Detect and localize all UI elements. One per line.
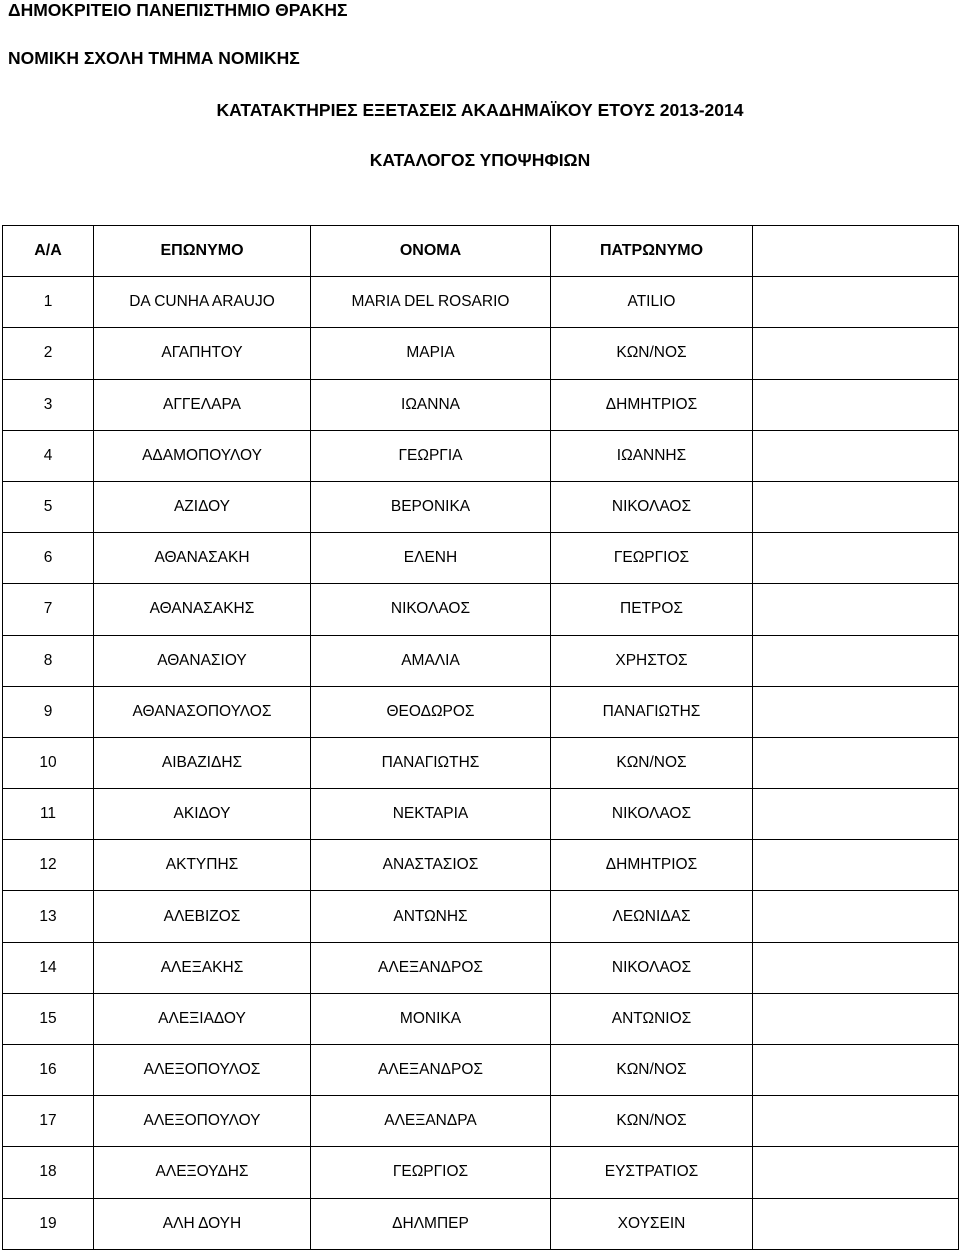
cell-empty	[753, 533, 959, 584]
cell-father-name: ΚΩΝ/ΝΟΣ	[551, 1045, 753, 1096]
table-row	[3, 328, 959, 379]
cell-first-name: ΑΝΑΣΤΑΣΙΟΣ	[311, 840, 551, 891]
cell-empty	[753, 431, 959, 482]
table-row	[3, 431, 959, 482]
cell-surname: ΑΓΓΕΛΑΡΑ	[94, 380, 311, 431]
cell-aa: 4	[3, 431, 94, 482]
table-row	[3, 738, 959, 789]
cell-aa: 11	[3, 789, 94, 840]
cell-surname: ΑΛΕΒΙΖΟΣ	[94, 891, 311, 942]
cell-surname: ΑΛΗ ΔΟΥΗ	[94, 1199, 311, 1250]
cell-father-name: ΠΑΝΑΓΙΩΤΗΣ	[551, 687, 753, 738]
cell-empty	[753, 943, 959, 994]
cell-first-name: ΘΕΟΔΩΡΟΣ	[311, 687, 551, 738]
table-row	[3, 994, 959, 1045]
cell-surname: ΑΛΕΞΙΑΔΟΥ	[94, 994, 311, 1045]
cell-empty	[753, 687, 959, 738]
table-row	[3, 636, 959, 687]
cell-father-name: ΧΟΥΣΕΙΝ	[551, 1199, 753, 1250]
cell-empty	[753, 1147, 959, 1198]
table-row	[3, 277, 959, 328]
table-row	[3, 687, 959, 738]
cell-surname: ΑΘΑΝΑΣΑΚΗΣ	[94, 584, 311, 635]
school-department: ΝΟΜΙΚΗ ΣΧΟΛΗ ΤΜΗΜΑ ΝΟΜΙΚΗΣ	[8, 48, 300, 68]
table-row	[3, 943, 959, 994]
cell-first-name: MARIA DEL ROSARIO	[311, 277, 551, 328]
table-row	[3, 1096, 959, 1147]
cell-father-name: ΔΗΜΗΤΡΙΟΣ	[551, 380, 753, 431]
cell-first-name: ΙΩΑΝΝΑ	[311, 380, 551, 431]
cell-aa: 19	[3, 1199, 94, 1250]
cell-first-name: ΓΕΩΡΓΙΑ	[311, 431, 551, 482]
cell-first-name: ΜΑΡΙΑ	[311, 328, 551, 379]
cell-aa: 3	[3, 380, 94, 431]
header-first-name: ΟΝΟΜΑ	[311, 226, 551, 277]
cell-empty	[753, 1096, 959, 1147]
cell-father-name: ΙΩΑΝΝΗΣ	[551, 431, 753, 482]
header-aa: Α/Α	[3, 226, 94, 277]
header-empty	[753, 226, 959, 277]
cell-empty	[753, 636, 959, 687]
cell-first-name: ΝΕΚΤΑΡΙΑ	[311, 789, 551, 840]
table-row	[3, 1199, 959, 1250]
table-row	[3, 533, 959, 584]
table-row	[3, 840, 959, 891]
cell-father-name: ΛΕΩΝΙΔΑΣ	[551, 891, 753, 942]
cell-aa: 15	[3, 994, 94, 1045]
cell-father-name: ΧΡΗΣΤΟΣ	[551, 636, 753, 687]
cell-empty	[753, 1045, 959, 1096]
cell-empty	[753, 840, 959, 891]
cell-first-name: ΑΛΕΞΑΝΔΡΑ	[311, 1096, 551, 1147]
cell-aa: 16	[3, 1045, 94, 1096]
table-row	[3, 891, 959, 942]
cell-father-name: ATILIO	[551, 277, 753, 328]
candidate-list-title: ΚΑΤΑΛΟΓΟΣ ΥΠΟΨΗΦΙΩΝ	[369, 150, 591, 170]
cell-first-name: ΜΟΝΙΚΑ	[311, 994, 551, 1045]
cell-surname: ΑΛΕΞΑΚΗΣ	[94, 943, 311, 994]
cell-aa: 8	[3, 636, 94, 687]
cell-surname: ΑΚΙΔΟΥ	[94, 789, 311, 840]
table-row	[3, 380, 959, 431]
cell-first-name: ΕΛΕΝΗ	[311, 533, 551, 584]
cell-surname: ΑΚΤΥΠΗΣ	[94, 840, 311, 891]
cell-surname: ΑΖΙΔΟΥ	[94, 482, 311, 533]
cell-empty	[753, 1199, 959, 1250]
cell-empty	[753, 994, 959, 1045]
cell-father-name: ΑΝΤΩΝΙΟΣ	[551, 994, 753, 1045]
cell-surname: ΑΓΑΠΗΤΟΥ	[94, 328, 311, 379]
cell-father-name: ΝΙΚΟΛΑΟΣ	[551, 482, 753, 533]
cell-father-name: ΚΩΝ/ΝΟΣ	[551, 1096, 753, 1147]
cell-aa: 6	[3, 533, 94, 584]
cell-surname: ΑΘΑΝΑΣΙΟΥ	[94, 636, 311, 687]
cell-first-name: ΠΑΝΑΓΙΩΤΗΣ	[311, 738, 551, 789]
cell-surname: ΑΔΑΜΟΠΟΥΛΟΥ	[94, 431, 311, 482]
cell-father-name: ΕΥΣΤΡΑΤΙΟΣ	[551, 1147, 753, 1198]
cell-aa: 1	[3, 277, 94, 328]
header-surname: ΕΠΩΝΥΜΟ	[94, 226, 311, 277]
cell-aa: 14	[3, 943, 94, 994]
cell-empty	[753, 891, 959, 942]
cell-surname: ΑΙΒΑΖΙΔΗΣ	[94, 738, 311, 789]
cell-aa: 18	[3, 1147, 94, 1198]
institution-name: ΔΗΜΟΚΡΙΤΕΙΟ ΠΑΝΕΠΙΣΤΗΜΙΟ ΘΡΑΚΗΣ	[8, 0, 348, 20]
cell-aa: 17	[3, 1096, 94, 1147]
cell-surname: ΑΛΕΞΟΥΔΗΣ	[94, 1147, 311, 1198]
cell-first-name: ΑΛΕΞΑΝΔΡΟΣ	[311, 1045, 551, 1096]
table-row	[3, 482, 959, 533]
cell-first-name: ΑΝΤΩΝΗΣ	[311, 891, 551, 942]
candidates-table	[2, 225, 959, 1250]
table-header-row	[3, 226, 959, 277]
cell-aa: 9	[3, 687, 94, 738]
cell-father-name: ΝΙΚΟΛΑΟΣ	[551, 789, 753, 840]
cell-empty	[753, 584, 959, 635]
cell-aa: 7	[3, 584, 94, 635]
cell-first-name: ΒΕΡΟΝΙΚΑ	[311, 482, 551, 533]
cell-father-name: ΓΕΩΡΓΙΟΣ	[551, 533, 753, 584]
cell-surname: ΑΘΑΝΑΣΑΚΗ	[94, 533, 311, 584]
table-row	[3, 1147, 959, 1198]
table-row	[3, 1045, 959, 1096]
cell-surname: ΑΘΑΝΑΣΟΠΟΥΛΟΣ	[94, 687, 311, 738]
cell-first-name: ΔΗΛΜΠΕΡ	[311, 1199, 551, 1250]
cell-first-name: ΓΕΩΡΓΙΟΣ	[311, 1147, 551, 1198]
cell-empty	[753, 277, 959, 328]
table-row	[3, 584, 959, 635]
cell-empty	[753, 789, 959, 840]
cell-empty	[753, 738, 959, 789]
cell-father-name: ΚΩΝ/ΝΟΣ	[551, 328, 753, 379]
cell-aa: 5	[3, 482, 94, 533]
cell-surname: ΑΛΕΞΟΠΟΥΛΟΣ	[94, 1045, 311, 1096]
cell-aa: 10	[3, 738, 94, 789]
header-father-name: ΠΑΤΡΩΝΥΜΟ	[551, 226, 753, 277]
cell-empty	[753, 328, 959, 379]
cell-father-name: ΔΗΜΗΤΡΙΟΣ	[551, 840, 753, 891]
cell-empty	[753, 482, 959, 533]
cell-surname: ΑΛΕΞΟΠΟΥΛΟΥ	[94, 1096, 311, 1147]
cell-father-name: ΠΕΤΡΟΣ	[551, 584, 753, 635]
exam-title: ΚΑΤΑΤΑΚΤΗΡΙΕΣ ΕΞΕΤΑΣΕΙΣ ΑΚΑΔΗΜΑΪΚΟΥ ΕΤΟΥΣ 2013-2014	[216, 100, 744, 120]
cell-aa: 2	[3, 328, 94, 379]
cell-first-name: ΑΜΑΛΙΑ	[311, 636, 551, 687]
cell-first-name: ΑΛΕΞΑΝΔΡΟΣ	[311, 943, 551, 994]
cell-empty	[753, 380, 959, 431]
cell-surname: DA CUNHA ARAUJO	[94, 277, 311, 328]
cell-first-name: ΝΙΚΟΛΑΟΣ	[311, 584, 551, 635]
cell-father-name: ΝΙΚΟΛΑΟΣ	[551, 943, 753, 994]
cell-aa: 12	[3, 840, 94, 891]
cell-aa: 13	[3, 891, 94, 942]
cell-father-name: ΚΩΝ/ΝΟΣ	[551, 738, 753, 789]
table-row	[3, 789, 959, 840]
